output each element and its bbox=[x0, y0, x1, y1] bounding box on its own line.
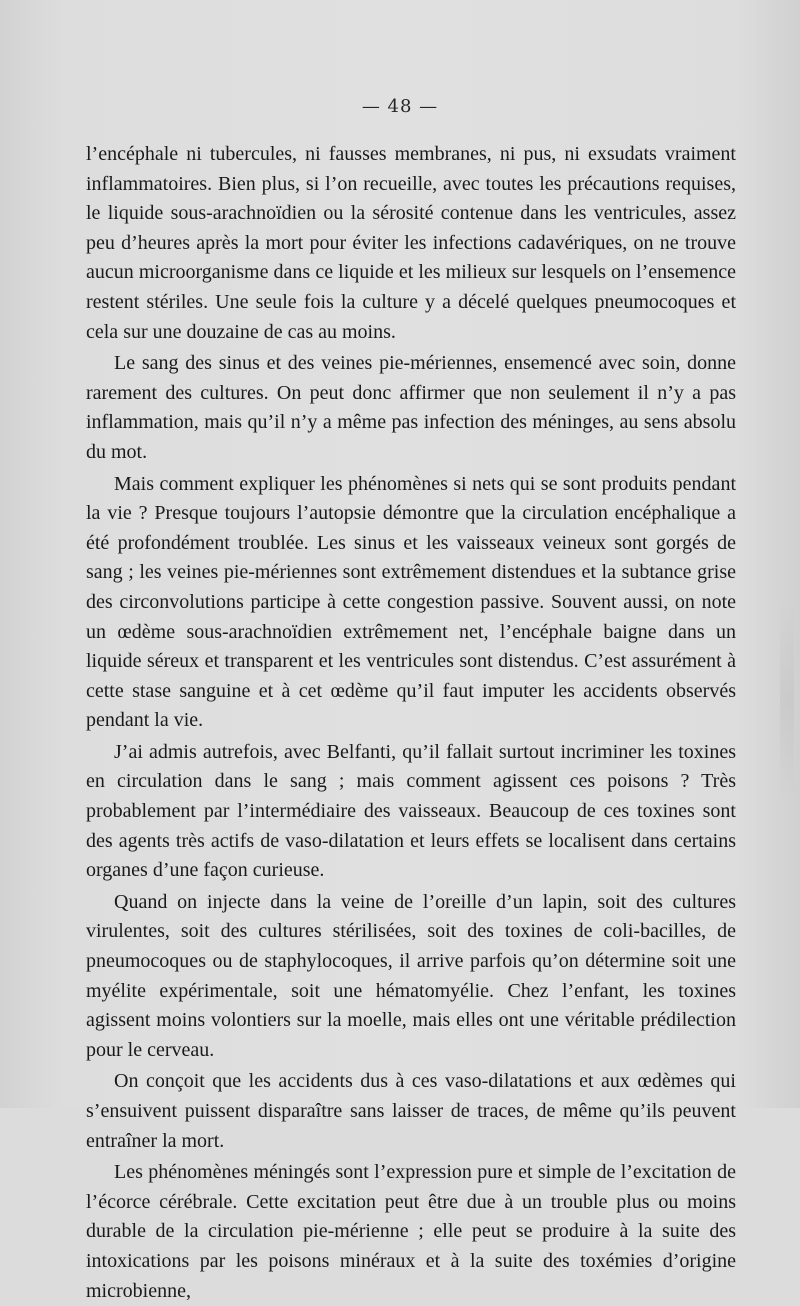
paragraph: Le sang des sinus et des veines pie-mériennes, ensemencé avec soin, donne rarement des cultures. On peut donc affirmer que non seulement il n’y a pas inflammation, mais qu’il n’y a même pas infection des méninges, au sens absolu du mot. bbox=[86, 352, 736, 463]
paragraph: Mais comment expliquer les phénomènes si nets qui se sont produits pendant la vie ? Presque toujours l’autopsie démontre que la circulation encéphalique a été profondément troublée. Les sinus et les vaisseaux veineux sont gorgés de sang ; les veines pie-mériennes sont extrêmement distendues et la subtance grise des circonvolutions participe à cette congestion passive. Souvent aussi, on note un œdème sous-arachnoïdien extrêmement net, l’encéphale baigne dans un liquide séreux et transparent et les ventricules sont distendus. C’est assurément à cette stase sanguine et à cet œdème qu’il faut imputer les accidents observés pendant la vie. bbox=[86, 472, 736, 732]
paragraph: J’ai admis autrefois, avec Belfanti, qu’il fallait surtout incriminer les toxines en circulation dans le sang ; mais comment agissent ces poisons ? Très probablement par l’intermédiaire des vaisseaux. Beaucoup de ces toxines sont des agents très actifs de vaso-dilatation et leurs effets se localisent dans certains organes d’une façon curieuse. bbox=[86, 740, 736, 882]
page-number: — 48 — bbox=[361, 96, 439, 117]
paragraph: On conçoit que les accidents dus à ces vaso-dilatations et aux œdèmes qui s’ensuivent puissent disparaître sans laisser de traces, de même qu’ils peuvent entraîner la mort. bbox=[86, 1070, 736, 1152]
paragraph: l’encéphale ni tubercules, ni fausses membranes, ni pus, ni exsudats vraiment inflammatoires. Bien plus, si l’on recueille, avec toutes les précautions requises, le liquide sous-arachnoïdien ou la sérosité contenue dans les ventricules, assez peu d’heures après la mort pour éviter les infections cadavériques, on ne trouve aucun microorganisme dans ce liquide et les milieux sur lesquels on l’ensemence restent stériles. Une seule fois la culture y a décelé quelques pneumocoques et cela sur une douzaine de cas au moins. bbox=[86, 143, 736, 343]
page-edge-shading bbox=[780, 600, 794, 800]
paragraph: Quand on injecte dans la veine de l’oreille d’un lapin, soit des cultures virulentes, soit des cultures stérilisées, soit des toxines de coli-bacilles, de pneumocoques ou de staphylocoques, il arrive parfois qu’on détermine soit une myélite expérimentale, soit une hématomyélie. Chez l’enfant, les toxines agissent moins volontiers sur la moelle, mais elles ont une véritable prédilection pour le cerveau. bbox=[86, 890, 736, 1061]
paragraph: Les phénomènes méningés sont l’expression pure et simple de l’excitation de l’écorce cérébrale. Cette excitation peut être due à un trouble plus ou moins durable de la circulation pie-mérienne ; elle peut se produire à la suite des intoxications par les poisons minéraux et à la suite des toxémies d’origine microbienne, bbox=[86, 1161, 736, 1302]
body-text bbox=[86, 140, 736, 1306]
